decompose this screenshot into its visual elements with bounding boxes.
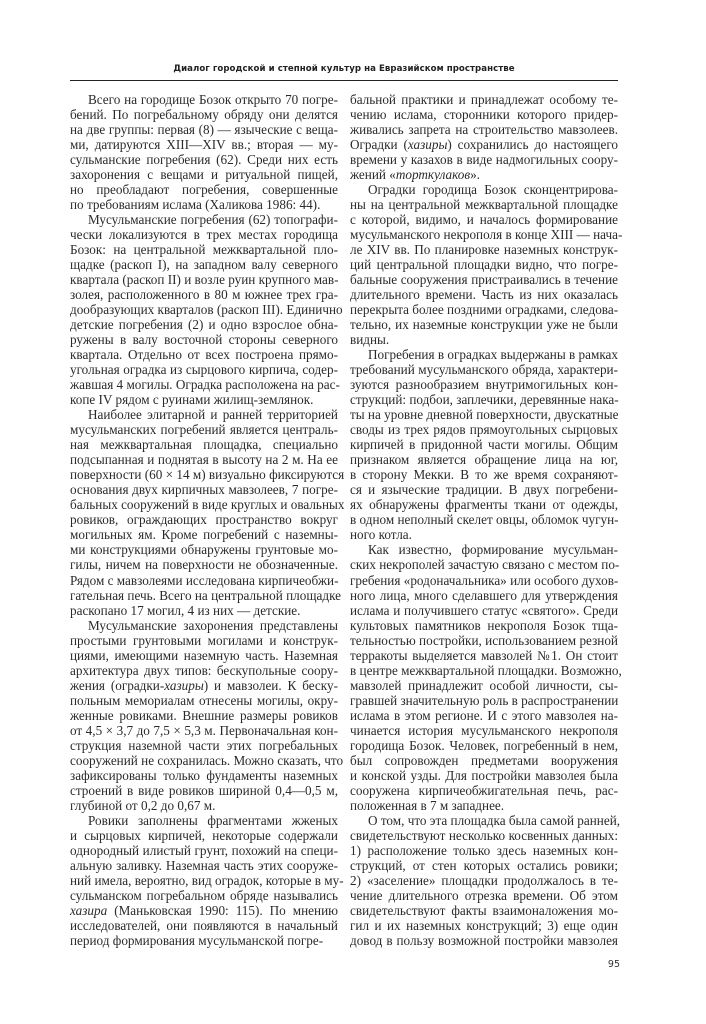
text-line: видны. xyxy=(350,332,390,348)
text-line: глубиной от 0,2 до 0,67 м. xyxy=(70,797,216,813)
text-line: ях обнаружены фрагменты ткани от одежды, xyxy=(350,497,618,513)
paragraph xyxy=(350,542,622,813)
text-line: поверхности (60 × 14 м) визуально фиксируются xyxy=(70,467,345,483)
italic-term: торткулаков xyxy=(395,167,471,183)
text-line: в сторону Мекки. В то же время сохраняют- xyxy=(350,467,618,483)
text-line: золея, расположенного в 80 м южнее трех гра- xyxy=(70,287,338,303)
text-line: Всего на городище Бозок открыто 70 погре- xyxy=(88,92,338,107)
text-line: зафиксированы только фундаменты наземных xyxy=(70,767,338,783)
text-line: тельностью постройки, использованием резной xyxy=(350,632,618,648)
text-line: ислама и получившего статус «святого». Среди xyxy=(350,602,618,618)
right-text-column xyxy=(350,92,623,948)
text-line: мавзолей принадлежит особой личности, сы- xyxy=(350,677,618,693)
paragraph xyxy=(70,92,338,212)
text-line: струкций: подбои, заплечики, деревянные нака- xyxy=(350,392,619,408)
text-line: ле XIV вв. По планировке наземных конструк- xyxy=(350,242,618,258)
text-line: мусульманского некрополя в конце XIII — нача- xyxy=(350,227,623,243)
text-line: чению ислама, сторонники которого придер- xyxy=(350,107,618,123)
paragraph xyxy=(70,407,345,618)
paragraph xyxy=(350,182,623,348)
italic-term: хазира xyxy=(70,902,108,918)
text-line: строений в виде ровиков шириной 0,4—0,5 м, xyxy=(70,782,338,798)
text-line: период формирования мусульманской погре- xyxy=(70,932,324,948)
text-line: мусульманских погребений является централь- xyxy=(70,422,338,438)
text-line: сульманские погребения (62). Среди них есть xyxy=(70,152,338,168)
italic-term: хазиры xyxy=(164,677,204,693)
text-line: свидетельствуют несколько косвенных данных: xyxy=(350,827,618,843)
text-line: от 4,5 × 3,7 до 7,5 × 5,3 м. Первоначальная кон- xyxy=(70,722,338,738)
text-line: гилы, ничем на поверхности не обозначенные. xyxy=(70,557,338,573)
text-line: подсыпанная и поднятая в высоту на 2 м. На ее xyxy=(70,452,338,468)
text-line: гательная печь. Всего на центральной площадке xyxy=(70,587,342,603)
text-line: чение длительного отрезка времени. Об этом xyxy=(350,887,618,903)
text-line: исследователей, они появляются в начальный xyxy=(70,917,338,933)
text-line: перекрыта более поздними оградками, следова- xyxy=(350,302,619,318)
text-line: ся и языческие традиции. В двух погребени- xyxy=(350,482,618,498)
text-line: копе IV рядом с руинами жилищ-землянок. xyxy=(70,392,314,408)
text-line: Погребения в оградках выдержаны в рамках xyxy=(368,347,618,363)
paragraph xyxy=(70,617,344,813)
text-line: могильных ям. Кроме погребений с наземны- xyxy=(70,527,338,543)
text-line: ровиков, ограждающих пространство вокруг xyxy=(70,512,338,528)
text-line: щадке (раскоп I), на западном валу северного xyxy=(70,257,338,273)
text-line: струкция наземной части этих погребальных xyxy=(70,737,338,753)
text-line: и конской узды. Для постройки мавзолея была xyxy=(350,767,618,783)
text-line: бений. По погребальному обряду они делятся xyxy=(70,107,338,123)
text-line: бальных сооружений в виде круглых и овальных xyxy=(70,497,345,513)
text-line: на две группы: первая (8) — языческие с веща- xyxy=(70,122,338,138)
running-header-title: Диалог городской и степной культур на Евразийском пространстве xyxy=(173,64,515,74)
text-line: ций центральной площадки видно, что погре- xyxy=(350,257,618,273)
text-line: ислама в этом регионе. И с этого мавзолея на- xyxy=(350,707,618,723)
text-line: сооружена кирпичеобжигательная печь, рас- xyxy=(350,782,618,798)
text-line: времени у казахов в виде надмогильных соору- xyxy=(350,152,618,168)
text-line: сульманском погребальном обряде назывались xyxy=(70,887,338,903)
text-line: архитектура двух типов: бескупольные соору- xyxy=(70,662,338,678)
text-line: циями, имеющими наземную часть. Наземная xyxy=(70,647,338,663)
text-line: ми конструкциями обнаружены грунтовые мо- xyxy=(70,542,338,558)
text-line: ная межквартальная площадка, специально xyxy=(70,437,338,453)
text-line: ного котла. xyxy=(350,527,412,543)
paragraph xyxy=(350,347,618,542)
text-line: кирпичей в придонной части могилы. Общим xyxy=(350,437,618,453)
text-line: захоронения с вещами и ритуальной пищей, xyxy=(70,167,338,183)
text-line: польным мемориалам отнесены могилы, окру- xyxy=(70,692,338,708)
text-line: свидетельствуют факты взаимоналожения мо- xyxy=(350,902,618,918)
text-line: квартала. Отдельно от всех построена прямо- xyxy=(70,347,338,363)
text-line: основания двух кирпичных мавзолеев, 7 погре- xyxy=(70,482,338,498)
text-line: Оградки (хазиры) сохранились до настоящего xyxy=(350,137,618,153)
text-line: чески локализуются в трех местах городища xyxy=(70,227,338,243)
text-line: сооружений не сохранилась. Можно сказать, что xyxy=(70,752,344,768)
paragraph xyxy=(70,812,344,948)
text-line: гил и их наземных конструкций; 3) еще один xyxy=(350,917,618,933)
text-line: гравшей значительную роль в распространении xyxy=(350,692,619,708)
text-line: струкций, от стен которых остались ровики; xyxy=(350,857,618,873)
text-line: в центре межквартальной площадки. Возможно, xyxy=(350,662,622,678)
paragraph xyxy=(350,812,621,948)
text-line: ны на центральной межквартальной площадке xyxy=(350,197,618,213)
text-line: ний имела, вероятно, вид оградок, которые в му- xyxy=(70,872,344,888)
text-line: простыми грунтовыми могилами и конструк- xyxy=(70,632,338,648)
text-line: гребения «родоначальника» или особого духов- xyxy=(350,572,619,588)
text-line: по требованиям ислама (Халикова 1986: 44). xyxy=(70,197,321,213)
text-line: культовых памятников некрополя Бозок тща- xyxy=(350,617,618,633)
text-line: Ровики заполнены фрагментами жженых xyxy=(88,812,338,828)
text-line: бальные сооружения пристраивались в течение xyxy=(350,272,618,288)
text-line: раскопано 17 могил, 4 из них — детские. xyxy=(70,602,301,618)
text-line: однородный илистый грунт, похожий на специ- xyxy=(70,842,338,858)
text-line: О том, что эта площадка была самой ранней, xyxy=(368,812,621,828)
text-line: живались запрета на строительство мавзолеев. xyxy=(350,122,618,138)
text-line: ты на уровне дневной поверхности, двускатные xyxy=(350,407,619,423)
text-line: жения (оградки-хазиры) и мавзолеи. К беску- xyxy=(70,677,338,693)
text-line: альную заливку. Наземная часть этих сооруже- xyxy=(70,857,338,873)
text-line: 2) «заселение» площадки продолжалось в те- xyxy=(350,872,618,888)
text-line: ми, датируются XIII—XIV вв.; вторая — му- xyxy=(70,137,338,153)
left-text-column xyxy=(70,92,345,948)
text-line: Оградки городища Бозок сконцентрирова- xyxy=(368,182,618,198)
text-line: ного лица, много сделавшего для утверждения xyxy=(350,587,618,603)
text-line: Как известно, формирование мусульман- xyxy=(368,542,618,558)
text-line: угольная оградка из сырцового кирпича, содер- xyxy=(70,362,338,378)
text-line: терракоты выделяется мавзолей №1. Он стоит xyxy=(350,647,618,663)
text-line: своды из трех рядов прямоугольных сырцовых xyxy=(350,422,618,438)
text-line: Мусульманские захоронения представлены xyxy=(88,617,338,633)
text-line: Бозок: на центральной межквартальной пло- xyxy=(70,242,338,258)
text-line: длительного времени. Часть из них оказалась xyxy=(350,287,618,303)
italic-term: хазиры xyxy=(407,137,448,153)
header-rule xyxy=(70,80,618,81)
text-line: жений «торткулаков». xyxy=(350,167,480,183)
text-line: квартала (раскоп II) и возле руин крупного мав- xyxy=(70,272,339,288)
text-line: был сопровожден предметами вооружения xyxy=(350,752,618,768)
text-line: требований мусульманского обряда, характери- xyxy=(350,362,618,378)
text-line: ружены в валу восточной стороны северного xyxy=(70,332,338,348)
text-line: детские погребения (2) и одно взрослое обна- xyxy=(70,317,338,333)
text-line: Наиболее элитарной и ранней территорией xyxy=(88,407,338,423)
text-line: хазира (Маньковская 1990: 115). По мнению xyxy=(70,902,338,918)
paragraph xyxy=(350,92,618,182)
page-number: 95 xyxy=(607,959,620,970)
text-line: городища Бозок. Человек, погребенный в нем, xyxy=(350,737,618,753)
text-line: признаком является обращение лица на юг, xyxy=(350,452,618,468)
text-line: в одном неполный скелет овцы, обломок чугун- xyxy=(350,512,619,528)
text-line: и сырцовых кирпичей, некоторые содержали xyxy=(70,827,338,843)
text-line: тельно, их наземные конструкции уже не были xyxy=(350,317,618,333)
text-line: положенная в 7 м западнее. xyxy=(350,797,505,813)
text-line: но преобладают погребения, совершенные xyxy=(70,182,338,198)
text-line: с которой, видимо, и началось формирование xyxy=(350,212,618,228)
text-line: 1) расположение только здесь наземных кон- xyxy=(350,842,618,858)
text-line: бальной практики и принадлежат особому те- xyxy=(350,92,618,107)
text-line: чинается история мусульманского некрополя xyxy=(350,722,618,738)
paragraph xyxy=(70,212,343,408)
text-line: женные ровиками. Внешние размеры ровиков xyxy=(70,707,338,723)
text-line: довод в пользу возможной постройки мавзолея xyxy=(350,932,618,948)
text-line: Мусульманские погребения (62) топографи- xyxy=(88,212,338,228)
text-line: Рядом с мавзолеями исследована кирпичеобжи- xyxy=(70,572,339,588)
text-line: дообразующих кварталов (раскоп III). Единично xyxy=(70,302,343,318)
text-line: зуются разнообразием внутримогильных кон- xyxy=(350,377,618,393)
text-line: ских некрополей зачастую связано с местом по- xyxy=(350,557,620,573)
text-line: жавшая 4 могилы. Оградка расположена на рас- xyxy=(70,377,340,393)
